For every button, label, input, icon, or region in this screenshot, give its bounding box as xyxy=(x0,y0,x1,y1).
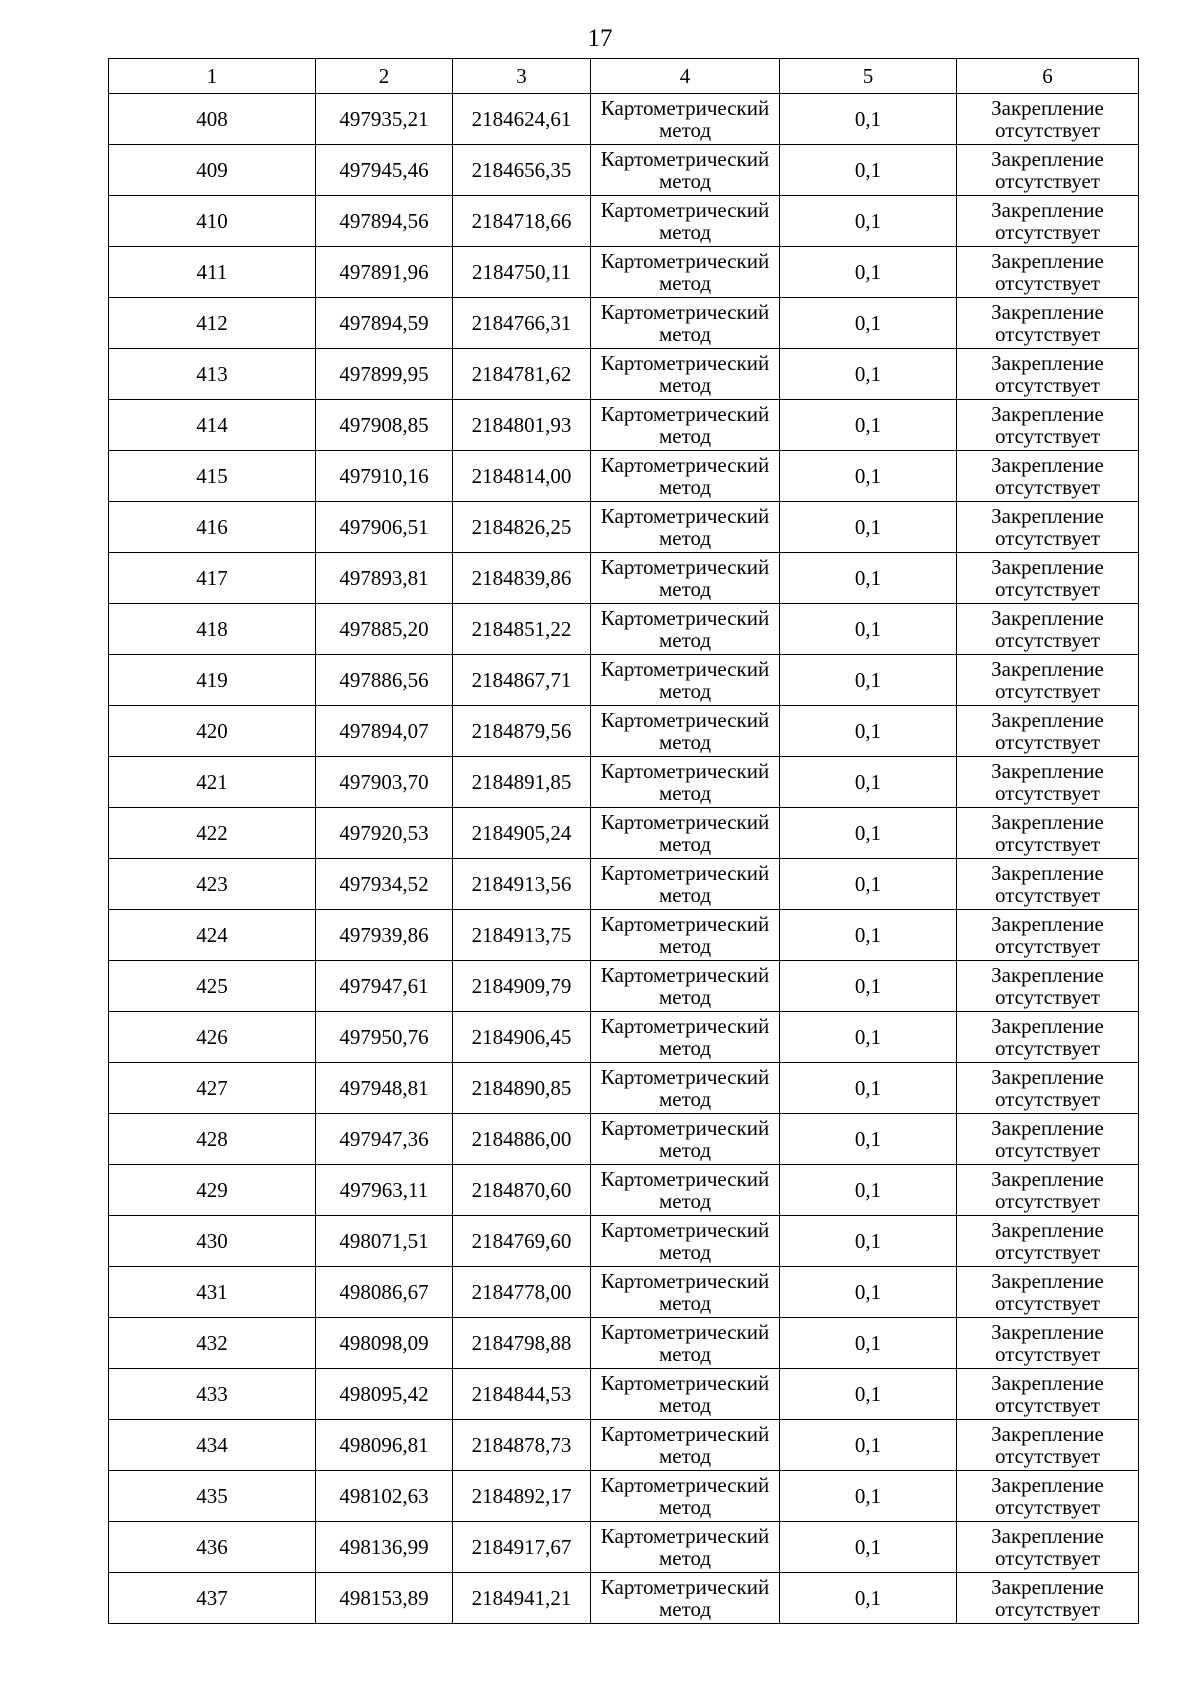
method-cell: Картометрический метод xyxy=(591,451,780,502)
point-number-cell: 429 xyxy=(109,1165,316,1216)
method-cell: Картометрический метод xyxy=(591,1114,780,1165)
x-coordinate-cell: 498096,81 xyxy=(316,1420,453,1471)
table-row xyxy=(109,196,1139,247)
method-cell: Картометрический метод xyxy=(591,1216,780,1267)
table-row xyxy=(109,1165,1139,1216)
method-cell: Картометрический метод xyxy=(591,145,780,196)
x-coordinate-cell: 497908,85 xyxy=(316,400,453,451)
marking-cell: Закрепление отсутствует xyxy=(957,1216,1139,1267)
x-coordinate-cell: 497947,61 xyxy=(316,961,453,1012)
table-row xyxy=(109,400,1139,451)
point-number-cell: 419 xyxy=(109,655,316,706)
marking-cell: Закрепление отсутствует xyxy=(957,1114,1139,1165)
x-coordinate-cell: 497939,86 xyxy=(316,910,453,961)
accuracy-cell: 0,1 xyxy=(780,1063,957,1114)
x-coordinate-cell: 498071,51 xyxy=(316,1216,453,1267)
accuracy-cell: 0,1 xyxy=(780,1522,957,1573)
y-coordinate-cell: 2184906,45 xyxy=(453,1012,591,1063)
x-coordinate-cell: 497894,59 xyxy=(316,298,453,349)
y-coordinate-cell: 2184839,86 xyxy=(453,553,591,604)
y-coordinate-cell: 2184814,00 xyxy=(453,451,591,502)
x-coordinate-cell: 497934,52 xyxy=(316,859,453,910)
method-cell: Картометрический метод xyxy=(591,1369,780,1420)
method-cell: Картометрический метод xyxy=(591,808,780,859)
y-coordinate-cell: 2184798,88 xyxy=(453,1318,591,1369)
accuracy-cell: 0,1 xyxy=(780,910,957,961)
table-row xyxy=(109,502,1139,553)
x-coordinate-cell: 497948,81 xyxy=(316,1063,453,1114)
marking-cell: Закрепление отсутствует xyxy=(957,706,1139,757)
table-header-row xyxy=(109,59,1139,94)
x-coordinate-cell: 497894,56 xyxy=(316,196,453,247)
method-cell: Картометрический метод xyxy=(591,553,780,604)
accuracy-cell: 0,1 xyxy=(780,1420,957,1471)
point-number-cell: 435 xyxy=(109,1471,316,1522)
x-coordinate-cell: 498095,42 xyxy=(316,1369,453,1420)
point-number-cell: 408 xyxy=(109,94,316,145)
accuracy-cell: 0,1 xyxy=(780,94,957,145)
point-number-cell: 412 xyxy=(109,298,316,349)
table-row xyxy=(109,145,1139,196)
y-coordinate-cell: 2184766,31 xyxy=(453,298,591,349)
point-number-cell: 428 xyxy=(109,1114,316,1165)
y-coordinate-cell: 2184886,00 xyxy=(453,1114,591,1165)
accuracy-cell: 0,1 xyxy=(780,961,957,1012)
y-coordinate-cell: 2184778,00 xyxy=(453,1267,591,1318)
column-header: 6 xyxy=(957,59,1139,94)
marking-cell: Закрепление отсутствует xyxy=(957,1012,1139,1063)
accuracy-cell: 0,1 xyxy=(780,1471,957,1522)
marking-cell: Закрепление отсутствует xyxy=(957,94,1139,145)
marking-cell: Закрепление отсутствует xyxy=(957,1573,1139,1624)
accuracy-cell: 0,1 xyxy=(780,655,957,706)
marking-cell: Закрепление отсутствует xyxy=(957,247,1139,298)
accuracy-cell: 0,1 xyxy=(780,400,957,451)
table-row xyxy=(109,859,1139,910)
marking-cell: Закрепление отсутствует xyxy=(957,502,1139,553)
accuracy-cell: 0,1 xyxy=(780,1318,957,1369)
accuracy-cell: 0,1 xyxy=(780,349,957,400)
marking-cell: Закрепление отсутствует xyxy=(957,757,1139,808)
y-coordinate-cell: 2184867,71 xyxy=(453,655,591,706)
marking-cell: Закрепление отсутствует xyxy=(957,349,1139,400)
x-coordinate-cell: 497945,46 xyxy=(316,145,453,196)
accuracy-cell: 0,1 xyxy=(780,247,957,298)
y-coordinate-cell: 2184892,17 xyxy=(453,1471,591,1522)
point-number-cell: 409 xyxy=(109,145,316,196)
x-coordinate-cell: 497893,81 xyxy=(316,553,453,604)
method-cell: Картометрический метод xyxy=(591,94,780,145)
table-row xyxy=(109,349,1139,400)
marking-cell: Закрепление отсутствует xyxy=(957,1522,1139,1573)
point-number-cell: 424 xyxy=(109,910,316,961)
table-row xyxy=(109,1267,1139,1318)
x-coordinate-cell: 497963,11 xyxy=(316,1165,453,1216)
point-number-cell: 410 xyxy=(109,196,316,247)
column-header: 3 xyxy=(453,59,591,94)
accuracy-cell: 0,1 xyxy=(780,859,957,910)
marking-cell: Закрепление отсутствует xyxy=(957,859,1139,910)
method-cell: Картометрический метод xyxy=(591,196,780,247)
y-coordinate-cell: 2184913,75 xyxy=(453,910,591,961)
table-row xyxy=(109,604,1139,655)
marking-cell: Закрепление отсутствует xyxy=(957,1063,1139,1114)
method-cell: Картометрический метод xyxy=(591,910,780,961)
accuracy-cell: 0,1 xyxy=(780,502,957,553)
point-number-cell: 418 xyxy=(109,604,316,655)
marking-cell: Закрепление отсутствует xyxy=(957,400,1139,451)
column-header: 4 xyxy=(591,59,780,94)
y-coordinate-cell: 2184913,56 xyxy=(453,859,591,910)
point-number-cell: 433 xyxy=(109,1369,316,1420)
method-cell: Картометрический метод xyxy=(591,1165,780,1216)
method-cell: Картометрический метод xyxy=(591,706,780,757)
column-header: 5 xyxy=(780,59,957,94)
accuracy-cell: 0,1 xyxy=(780,145,957,196)
method-cell: Картометрический метод xyxy=(591,1267,780,1318)
marking-cell: Закрепление отсутствует xyxy=(957,604,1139,655)
table-row xyxy=(109,1012,1139,1063)
y-coordinate-cell: 2184917,67 xyxy=(453,1522,591,1573)
point-number-cell: 425 xyxy=(109,961,316,1012)
y-coordinate-cell: 2184656,35 xyxy=(453,145,591,196)
method-cell: Картометрический метод xyxy=(591,961,780,1012)
method-cell: Картометрический метод xyxy=(591,655,780,706)
accuracy-cell: 0,1 xyxy=(780,757,957,808)
marking-cell: Закрепление отсутствует xyxy=(957,1420,1139,1471)
marking-cell: Закрепление отсутствует xyxy=(957,145,1139,196)
x-coordinate-cell: 497920,53 xyxy=(316,808,453,859)
marking-cell: Закрепление отсутствует xyxy=(957,961,1139,1012)
table-row xyxy=(109,1573,1139,1624)
point-number-cell: 422 xyxy=(109,808,316,859)
table-body xyxy=(109,59,1139,1624)
marking-cell: Закрепление отсутствует xyxy=(957,196,1139,247)
x-coordinate-cell: 497891,96 xyxy=(316,247,453,298)
y-coordinate-cell: 2184851,22 xyxy=(453,604,591,655)
table-row xyxy=(109,655,1139,706)
table-row xyxy=(109,1420,1139,1471)
table-row xyxy=(109,910,1139,961)
x-coordinate-cell: 498098,09 xyxy=(316,1318,453,1369)
marking-cell: Закрепление отсутствует xyxy=(957,1267,1139,1318)
y-coordinate-cell: 2184844,53 xyxy=(453,1369,591,1420)
method-cell: Картометрический метод xyxy=(591,1522,780,1573)
table-row xyxy=(109,757,1139,808)
x-coordinate-cell: 497910,16 xyxy=(316,451,453,502)
accuracy-cell: 0,1 xyxy=(780,1114,957,1165)
x-coordinate-cell: 497886,56 xyxy=(316,655,453,706)
y-coordinate-cell: 2184826,25 xyxy=(453,502,591,553)
x-coordinate-cell: 498086,67 xyxy=(316,1267,453,1318)
table-row xyxy=(109,1369,1139,1420)
table-row xyxy=(109,961,1139,1012)
marking-cell: Закрепление отсутствует xyxy=(957,1165,1139,1216)
method-cell: Картометрический метод xyxy=(591,1012,780,1063)
point-number-cell: 431 xyxy=(109,1267,316,1318)
x-coordinate-cell: 498102,63 xyxy=(316,1471,453,1522)
y-coordinate-cell: 2184781,62 xyxy=(453,349,591,400)
point-number-cell: 434 xyxy=(109,1420,316,1471)
method-cell: Картометрический метод xyxy=(591,757,780,808)
marking-cell: Закрепление отсутствует xyxy=(957,1318,1139,1369)
accuracy-cell: 0,1 xyxy=(780,1369,957,1420)
accuracy-cell: 0,1 xyxy=(780,1216,957,1267)
table-row xyxy=(109,1063,1139,1114)
accuracy-cell: 0,1 xyxy=(780,706,957,757)
table-row xyxy=(109,298,1139,349)
y-coordinate-cell: 2184870,60 xyxy=(453,1165,591,1216)
method-cell: Картометрический метод xyxy=(591,1420,780,1471)
marking-cell: Закрепление отсутствует xyxy=(957,910,1139,961)
point-number-cell: 436 xyxy=(109,1522,316,1573)
point-number-cell: 421 xyxy=(109,757,316,808)
x-coordinate-cell: 497906,51 xyxy=(316,502,453,553)
point-number-cell: 414 xyxy=(109,400,316,451)
accuracy-cell: 0,1 xyxy=(780,1267,957,1318)
point-number-cell: 413 xyxy=(109,349,316,400)
y-coordinate-cell: 2184891,85 xyxy=(453,757,591,808)
method-cell: Картометрический метод xyxy=(591,1318,780,1369)
method-cell: Картометрический метод xyxy=(591,400,780,451)
table-row xyxy=(109,1471,1139,1522)
y-coordinate-cell: 2184941,21 xyxy=(453,1573,591,1624)
method-cell: Картометрический метод xyxy=(591,1471,780,1522)
method-cell: Картометрический метод xyxy=(591,604,780,655)
y-coordinate-cell: 2184879,56 xyxy=(453,706,591,757)
x-coordinate-cell: 497950,76 xyxy=(316,1012,453,1063)
y-coordinate-cell: 2184878,73 xyxy=(453,1420,591,1471)
x-coordinate-cell: 498153,89 xyxy=(316,1573,453,1624)
table-row xyxy=(109,1216,1139,1267)
table-row xyxy=(109,808,1139,859)
marking-cell: Закрепление отсутствует xyxy=(957,655,1139,706)
method-cell: Картометрический метод xyxy=(591,502,780,553)
marking-cell: Закрепление отсутствует xyxy=(957,298,1139,349)
table-row xyxy=(109,94,1139,145)
marking-cell: Закрепление отсутствует xyxy=(957,553,1139,604)
method-cell: Картометрический метод xyxy=(591,1573,780,1624)
marking-cell: Закрепление отсутствует xyxy=(957,451,1139,502)
x-coordinate-cell: 497903,70 xyxy=(316,757,453,808)
point-number-cell: 432 xyxy=(109,1318,316,1369)
table-row xyxy=(109,451,1139,502)
y-coordinate-cell: 2184718,66 xyxy=(453,196,591,247)
y-coordinate-cell: 2184769,60 xyxy=(453,1216,591,1267)
table-row xyxy=(109,553,1139,604)
page-number: 17 xyxy=(587,25,613,52)
y-coordinate-cell: 2184750,11 xyxy=(453,247,591,298)
accuracy-cell: 0,1 xyxy=(780,808,957,859)
method-cell: Картометрический метод xyxy=(591,298,780,349)
marking-cell: Закрепление отсутствует xyxy=(957,1471,1139,1522)
column-header: 1 xyxy=(109,59,316,94)
point-number-cell: 411 xyxy=(109,247,316,298)
method-cell: Картометрический метод xyxy=(591,349,780,400)
x-coordinate-cell: 497935,21 xyxy=(316,94,453,145)
y-coordinate-cell: 2184624,61 xyxy=(453,94,591,145)
marking-cell: Закрепление отсутствует xyxy=(957,1369,1139,1420)
point-number-cell: 420 xyxy=(109,706,316,757)
point-number-cell: 430 xyxy=(109,1216,316,1267)
accuracy-cell: 0,1 xyxy=(780,1573,957,1624)
accuracy-cell: 0,1 xyxy=(780,604,957,655)
point-number-cell: 427 xyxy=(109,1063,316,1114)
x-coordinate-cell: 497899,95 xyxy=(316,349,453,400)
table-row xyxy=(109,1318,1139,1369)
table-row xyxy=(109,1522,1139,1573)
accuracy-cell: 0,1 xyxy=(780,298,957,349)
point-number-cell: 416 xyxy=(109,502,316,553)
accuracy-cell: 0,1 xyxy=(780,196,957,247)
table-row xyxy=(109,247,1139,298)
point-number-cell: 423 xyxy=(109,859,316,910)
column-header: 2 xyxy=(316,59,453,94)
marking-cell: Закрепление отсутствует xyxy=(957,808,1139,859)
x-coordinate-cell: 498136,99 xyxy=(316,1522,453,1573)
accuracy-cell: 0,1 xyxy=(780,553,957,604)
accuracy-cell: 0,1 xyxy=(780,1012,957,1063)
y-coordinate-cell: 2184801,93 xyxy=(453,400,591,451)
method-cell: Картометрический метод xyxy=(591,1063,780,1114)
point-number-cell: 415 xyxy=(109,451,316,502)
accuracy-cell: 0,1 xyxy=(780,451,957,502)
y-coordinate-cell: 2184890,85 xyxy=(453,1063,591,1114)
x-coordinate-cell: 497894,07 xyxy=(316,706,453,757)
accuracy-cell: 0,1 xyxy=(780,1165,957,1216)
table-row xyxy=(109,706,1139,757)
table-row xyxy=(109,1114,1139,1165)
x-coordinate-cell: 497885,20 xyxy=(316,604,453,655)
method-cell: Картометрический метод xyxy=(591,247,780,298)
point-number-cell: 426 xyxy=(109,1012,316,1063)
point-number-cell: 437 xyxy=(109,1573,316,1624)
y-coordinate-cell: 2184905,24 xyxy=(453,808,591,859)
point-number-cell: 417 xyxy=(109,553,316,604)
x-coordinate-cell: 497947,36 xyxy=(316,1114,453,1165)
coordinates-table xyxy=(108,58,1139,1624)
method-cell: Картометрический метод xyxy=(591,859,780,910)
y-coordinate-cell: 2184909,79 xyxy=(453,961,591,1012)
